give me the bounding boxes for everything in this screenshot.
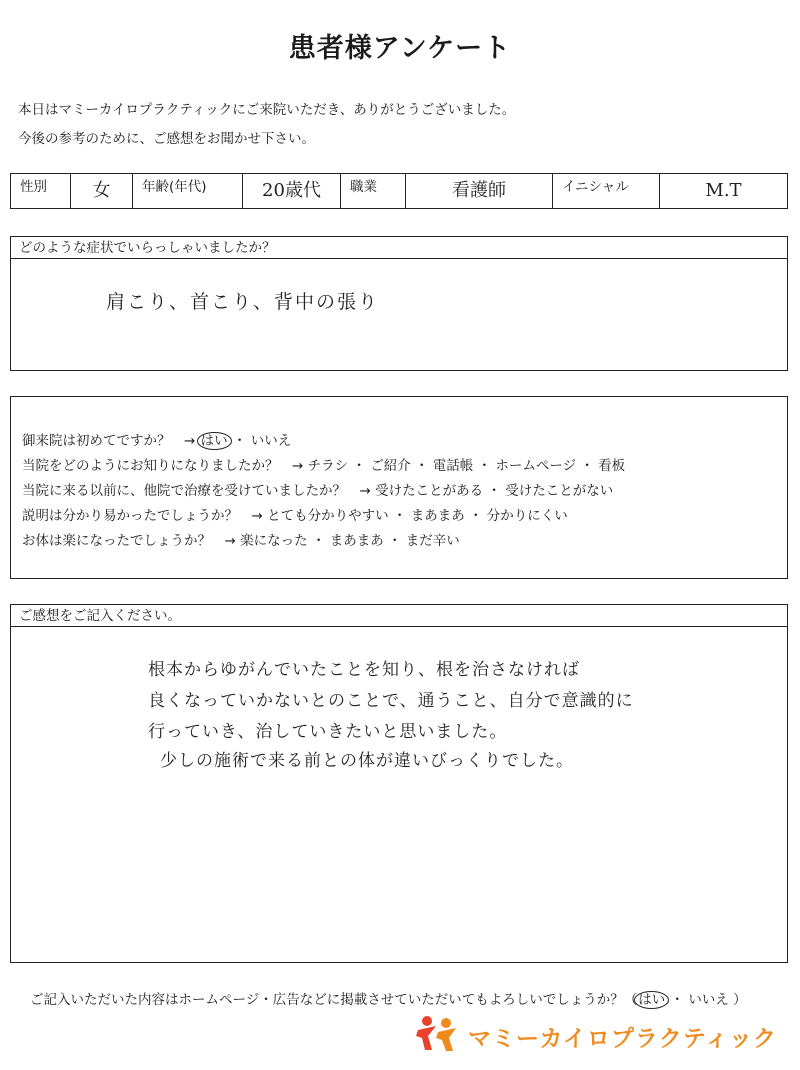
comment-line-2: 良くなっていかないとのことで、通うこと、自分で意識的に [148, 691, 634, 711]
answer-no[interactable]: ・ いいえ [232, 433, 292, 449]
gender-value-cell[interactable] [71, 174, 133, 208]
question-how-known-options[interactable]: チラシ ・ ご紹介 ・ 電話帳 ・ ホームページ ・ 看板 [307, 458, 626, 474]
initial-value: M.T [705, 180, 742, 201]
job-label-cell [341, 174, 406, 208]
age-label-cell [133, 174, 243, 208]
initial-value-cell[interactable] [660, 174, 787, 208]
question-other-clinic-text: 当院に来る以前に、他院で治療を受けていましたか？ → [22, 483, 371, 499]
intro-line-2: 今後の参考のために、ご感想をお聞かせ下さい。 [18, 131, 315, 147]
question-other-clinic-options[interactable]: 受けたことがある ・ 受けたことがない [375, 483, 614, 499]
comment-line-3: 行っていき、治していきたいと思いました。 [148, 722, 508, 742]
question-how-known [22, 454, 625, 474]
page-title: 患者様アンケート [288, 33, 512, 64]
clinic-logo [414, 1014, 777, 1058]
question-first-visit [22, 429, 291, 450]
symptoms-box [10, 236, 788, 371]
question-explanation [22, 504, 568, 524]
gender-label: 性別 [20, 179, 47, 195]
question-body-better [22, 529, 460, 549]
info-row [10, 173, 788, 209]
footprint-people-icon [414, 1014, 458, 1058]
comment-line-4: 少しの施術で来る前との体が違いびっくりでした。 [160, 751, 574, 771]
symptoms-answer[interactable]: 肩こり、首こり、背中の張り [106, 291, 380, 313]
job-label: 職業 [350, 179, 377, 195]
comments-heading: ご感想をご記入ください。 [11, 605, 787, 627]
answer-yes-circled[interactable]: はい [197, 432, 232, 450]
consent-no[interactable]: ・ いいえ ） [666, 992, 747, 1008]
question-body-better-options[interactable]: 楽になった ・ まあまあ ・ まだ辛い [240, 533, 460, 549]
gender-value: 女 [92, 180, 111, 201]
initial-label: イニシャル [562, 179, 629, 195]
question-explanation-text: 説明は分かり易かったでしょうか？ → [22, 508, 263, 524]
age-value-cell[interactable] [243, 174, 341, 208]
question-body-better-text: お体は楽になったでしょうか？ → [22, 533, 236, 549]
age-value: 20歳代 [262, 180, 321, 201]
comment-line-1: 根本からゆがんでいたことを知り、根を治さなければ [148, 660, 580, 680]
job-value: 看護師 [452, 180, 506, 201]
consent-yes-circled[interactable]: はい [634, 991, 669, 1009]
question-other-clinic [22, 479, 613, 499]
publish-consent-text: ご記入いただいた内容はホームページ・広告などに掲載させていただいてもよろしいでしょうか？（ [30, 992, 638, 1008]
questions-box [10, 396, 788, 579]
job-value-cell[interactable] [406, 174, 553, 208]
question-how-known-text: 当院をどのようにお知りになりましたか？ → [22, 458, 304, 474]
question-first-visit-text: 御来院は初めてですか？ → [22, 433, 196, 449]
gender-label-cell [11, 174, 71, 208]
age-label: 年齢(年代) [142, 179, 207, 195]
question-explanation-options[interactable]: とても分かりやすい ・ まあまあ ・ 分かりにくい [267, 508, 568, 524]
initial-label-cell [553, 174, 660, 208]
logo-text: マミーカイロプラクティック [468, 1025, 778, 1052]
intro-line-1: 本日はマミーカイロプラクティックにご来院いただき、ありがとうございました。 [18, 102, 516, 118]
publish-consent-question [30, 988, 747, 1009]
symptoms-heading: どのような症状でいらっしゃいましたか？ [11, 237, 787, 259]
